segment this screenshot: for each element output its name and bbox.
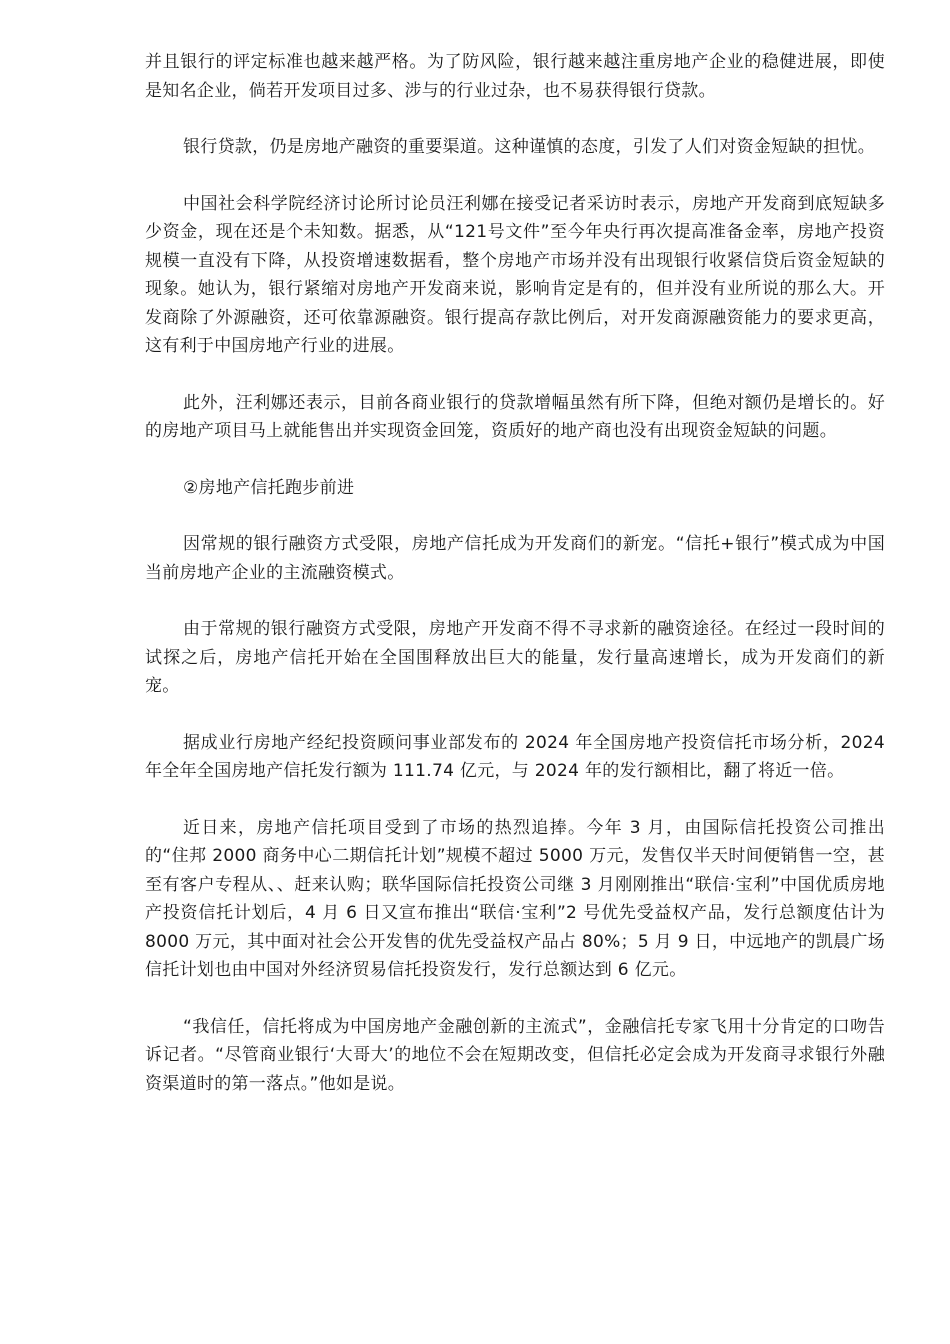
paragraph-9: “我信任，信托将成为中国房地产金融创新的主流式”，金融信托专家飞用十分肯定的口吻告诉记者。“尽管商业银行‘大哥大’的地位不会在短期改变，但信托必定会成为开发商寻求银行外融资渠道时的第一落点。”他如是说。	[145, 1016, 885, 1094]
paragraph-2: 银行贷款，仍是房地产融资的重要渠道。这种谨慎的态度，引发了人们对资金短缺的担忧。	[183, 137, 875, 157]
section-heading: ②房地产信托跑步前进	[183, 477, 355, 498]
paragraph-8: 近日来，房地产信托项目受到了市场的热烈追捧。今年 3 月，由国际信托投资公司推出的“住邦 2000 商务中心二期信托计划”规模不超过 5000 万元，发售仅半天时间便销售一空，甚至有客户专程从、、赶来认购；联华国际信托投资公司继 3 月刚刚推出“联信·宝利”中国优质房地产投资信托计划后，4 月 6 日又宣布推出“联信·宝利”2 号优先受益权产品，发行总额度估计为 8000 万元，其中面对社会公开发售的优先受益权产品占 80%；5 月 9 日，中远地产的凯晨广场信托计划也由中国对外经济贸易信托投资发行，发行总额达到 6 亿元。	[145, 817, 885, 980]
paragraph-3: 中国社会科学院经济讨论所讨论员汪利娜在接受记者采访时表示，房地产开发商到底短缺多少资金，现在还是个未知数。据悉，从“121号文件”至今年央行再次提高准备金率，房地产投资规模一直没有下降，从投资增速数据看，整个房地产市场并没有出现银行收紧信贷后资金短缺的现象。她认为，银行紧缩对房地产开发商来说，影响肯定是有的，但并没有业所说的那么大。开发商除了外源融资，还可依靠源融资。银行提高存款比例后，对开发商源融资能力的要求更高，这有利于中国房地产行业的进展。	[145, 193, 885, 356]
paragraph-6: 由于常规的银行融资方式受限，房地产开发商不得不寻求新的融资途径。在经过一段时间的试探之后，房地产信托开始在全国围释放出巨大的能量，发行量高速增长，成为开发商们的新宠。	[145, 619, 885, 696]
paragraph-7: 据成业行房地产经纪投资顾问事业部发布的 2024 年全国房地产投资信托市场分析，2024 年全年全国房地产信托发行额为 111.74 亿元，与 2024 年的发行额相比，翻了将近一倍。	[145, 732, 885, 781]
paragraph-1: 并且银行的评定标准也越来越严格。为了防风险，银行越来越注重房地产企业的稳健进展，即使是知名企业，倘若开发项目过多、涉与的行业过杂，也不易获得银行贷款。	[145, 52, 885, 101]
document-body	[145, 48, 885, 1098]
paragraph-5: 因常规的银行融资方式受限，房地产信托成为开发商们的新宠。“信托+银行”模式成为中国当前房地产企业的主流融资模式。	[145, 534, 885, 583]
paragraph-4: 此外，汪利娜还表示，目前各商业银行的贷款增幅虽然有所下降，但绝对额仍是增长的。好的房地产项目马上就能售出并实现资金回笼，资质好的地产商也没有出现资金短缺的问题。	[145, 392, 885, 441]
